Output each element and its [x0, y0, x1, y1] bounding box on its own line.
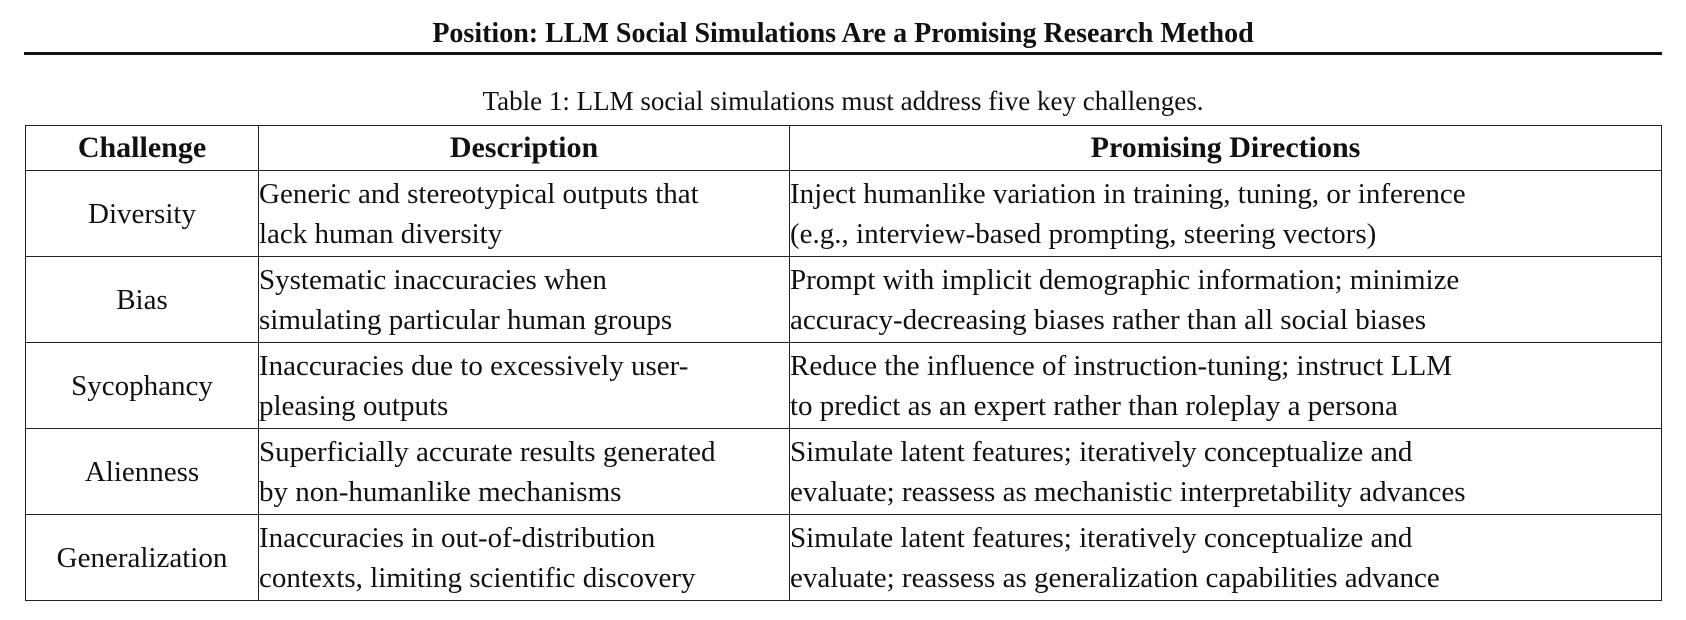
column-header-description: Description	[259, 126, 790, 171]
table-header-row	[26, 126, 1662, 171]
directions-line: Prompt with implicit demographic information; minimize	[790, 263, 1460, 296]
table-row	[26, 171, 1662, 257]
directions-line: Simulate latent features; iteratively conceptualize and	[790, 521, 1413, 554]
description-line: pleasing outputs	[259, 389, 449, 422]
directions-line: Inject humanlike variation in training, tuning, or inference	[790, 177, 1466, 210]
description-cell	[259, 343, 790, 429]
challenge-cell: Alienness	[26, 429, 259, 515]
directions-cell	[790, 257, 1662, 343]
directions-cell	[790, 515, 1662, 601]
directions-cell	[790, 171, 1662, 257]
description-line: lack human diversity	[259, 217, 503, 250]
table-row	[26, 515, 1662, 601]
table-caption: Table 1: LLM social simulations must address five key challenges.	[482, 86, 1204, 116]
description-cell	[259, 257, 790, 343]
description-cell	[259, 429, 790, 515]
description-line: by non-humanlike mechanisms	[259, 475, 622, 508]
description-line: Superficially accurate results generated	[259, 435, 716, 468]
description-line: Systematic inaccuracies when	[259, 263, 607, 296]
table-row	[26, 257, 1662, 343]
description-line: Generic and stereotypical outputs that	[259, 177, 699, 210]
directions-cell	[790, 429, 1662, 515]
description-line: Inaccuracies due to excessively user-	[259, 349, 689, 382]
directions-line: accuracy-decreasing biases rather than all social biases	[790, 303, 1427, 336]
running-header-title: Position: LLM Social Simulations Are a Promising Research Method	[432, 18, 1254, 49]
challenge-cell: Generalization	[26, 515, 259, 601]
directions-line: Reduce the influence of instruction-tuning; instruct LLM	[790, 349, 1453, 382]
directions-line: (e.g., interview-based prompting, steering vectors)	[790, 217, 1377, 250]
challenge-cell: Sycophancy	[26, 343, 259, 429]
table-row	[26, 429, 1662, 515]
directions-line: evaluate; reassess as mechanistic interpretability advances	[790, 475, 1466, 508]
directions-line: Simulate latent features; iteratively conceptualize and	[790, 435, 1413, 468]
table-row	[26, 343, 1662, 429]
directions-cell	[790, 343, 1662, 429]
directions-line: to predict as an expert rather than roleplay a persona	[790, 389, 1398, 422]
description-cell	[259, 171, 790, 257]
header-rule	[24, 52, 1662, 55]
challenges-table	[25, 125, 1662, 601]
column-header-challenge: Challenge	[26, 126, 259, 171]
description-line: Inaccuracies in out-of-distribution	[259, 521, 656, 554]
column-header-directions: Promising Directions	[790, 126, 1662, 171]
description-line: contexts, limiting scientific discovery	[259, 561, 696, 594]
description-cell	[259, 515, 790, 601]
challenge-cell: Bias	[26, 257, 259, 343]
description-line: simulating particular human groups	[259, 303, 673, 336]
directions-line: evaluate; reassess as generalization capabilities advance	[790, 561, 1440, 594]
challenge-cell: Diversity	[26, 171, 259, 257]
